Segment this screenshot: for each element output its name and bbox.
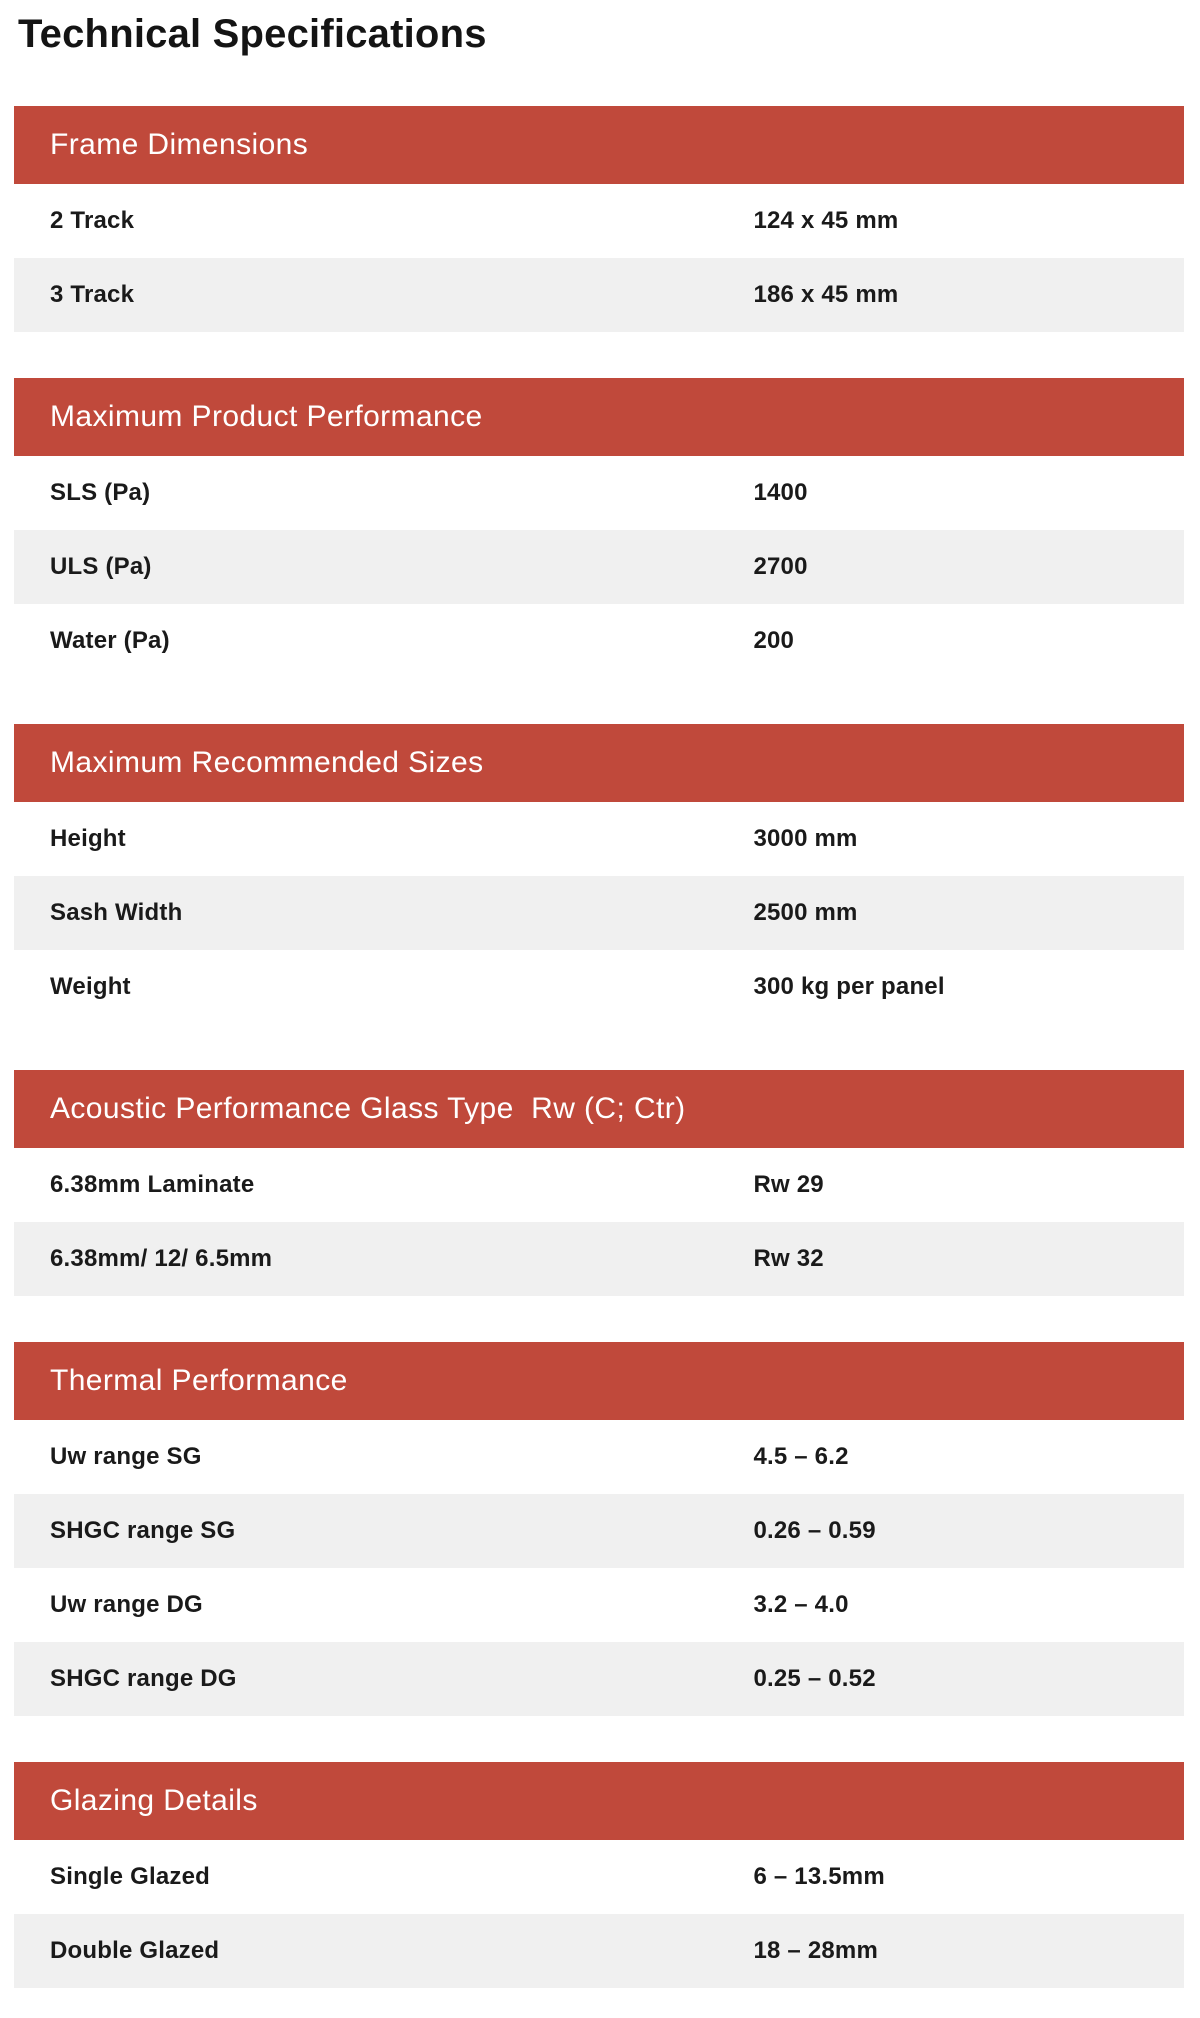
row-value: 186 x 45 mm: [753, 281, 899, 308]
row-value: 2500 mm: [753, 899, 858, 926]
row-value: 124 x 45 mm: [753, 207, 899, 234]
row-label: 2 Track: [50, 207, 135, 234]
row-label: SHGC range DG: [50, 1665, 237, 1692]
row-value: 3.2 – 4.0: [753, 1591, 849, 1618]
table-row: [14, 1568, 1184, 1642]
table-header: Acoustic Performance Glass Type Rw (C; Ctr): [14, 1070, 1184, 1148]
table-header: Frame Dimensions: [14, 106, 1184, 184]
table-row: [14, 1222, 1184, 1296]
table-header: Thermal Performance: [14, 1342, 1184, 1420]
row-label: Height: [50, 825, 126, 852]
table-row: [14, 950, 1184, 1024]
row-label: ULS (Pa): [50, 553, 152, 580]
row-label: Double Glazed: [50, 1937, 220, 1964]
glazing-details-table: [14, 1762, 1184, 1988]
row-label: Uw range DG: [50, 1591, 203, 1618]
row-label: SHGC range SG: [50, 1517, 236, 1544]
maximum-product-performance-table: [14, 378, 1184, 678]
row-value: 18 – 28mm: [753, 1937, 878, 1964]
table-header: Maximum Recommended Sizes: [14, 724, 1184, 802]
row-label: SLS (Pa): [50, 479, 151, 506]
table-row: [14, 456, 1184, 530]
table-row: [14, 1840, 1184, 1914]
row-value: Rw 29: [753, 1171, 824, 1198]
row-value: 6 – 13.5mm: [753, 1863, 885, 1890]
table-row: [14, 604, 1184, 678]
table-header: Glazing Details: [14, 1762, 1184, 1840]
row-value: 2700: [753, 553, 808, 580]
row-label: Sash Width: [50, 899, 183, 926]
row-label: 3 Track: [50, 281, 135, 308]
row-label: Water (Pa): [50, 627, 170, 654]
table-row: [14, 1420, 1184, 1494]
row-label: Weight: [50, 973, 131, 1000]
table-row: [14, 1642, 1184, 1716]
table-row: [14, 530, 1184, 604]
row-value: 4.5 – 6.2: [753, 1443, 849, 1470]
row-value: 200: [753, 627, 795, 654]
table-row: [14, 1494, 1184, 1568]
row-value: 0.25 – 0.52: [753, 1665, 876, 1692]
table-row: [14, 876, 1184, 950]
maximum-recommended-sizes-table: [14, 724, 1184, 1024]
table-row: [14, 802, 1184, 876]
row-value: 3000 mm: [753, 825, 858, 852]
row-value: 300 kg per panel: [753, 973, 945, 1000]
row-label: Uw range SG: [50, 1443, 202, 1470]
table-row: [14, 184, 1184, 258]
thermal-performance-table: [14, 1342, 1184, 1716]
page-title: Technical Specifications: [18, 12, 487, 56]
table-row: [14, 1148, 1184, 1222]
row-label: Single Glazed: [50, 1863, 210, 1890]
row-label: 6.38mm/ 12/ 6.5mm: [50, 1245, 273, 1272]
table-row: [14, 1914, 1184, 1988]
row-label: 6.38mm Laminate: [50, 1171, 255, 1198]
row-value: Rw 32: [753, 1245, 824, 1272]
row-value: 1400: [753, 479, 808, 506]
acoustic-performance-table: [14, 1070, 1184, 1296]
row-value: 0.26 – 0.59: [753, 1517, 876, 1544]
table-row: [14, 258, 1184, 332]
frame-dimensions-table: [14, 106, 1184, 332]
table-header: Maximum Product Performance: [14, 378, 1184, 456]
